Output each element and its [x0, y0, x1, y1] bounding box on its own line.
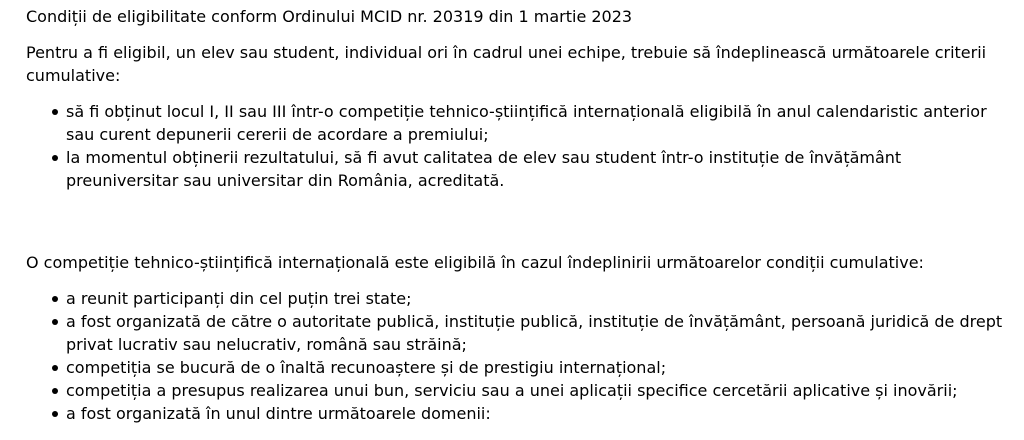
list-item: competiția se bucură de o înaltă recunoaștere și de prestigiu internațional; [52, 356, 1004, 379]
list-item: a fost organizată în unul dintre următoarele domenii: [52, 402, 1004, 425]
document-heading: Condiții de eligibilitate conform Ordinului MCID nr. 20319 din 1 martie 2023 [26, 7, 633, 26]
list-item: a reunit participanți din cel puțin trei state; [52, 287, 1004, 310]
list-item: la momentul obținerii rezultatului, să fi avut calitatea de elev sau student într-o instituție de învățământ preuniversitar sau universitar din România, acreditată. [52, 146, 1004, 192]
eligibility-criteria-list [26, 100, 1004, 192]
list-item: competiția a presupus realizarea unui bun, serviciu sau a unei aplicații specifice cercetării aplicative și inovării; [52, 379, 1004, 402]
eligibility-intro: Pentru a fi eligibil, un elev sau student, individual ori în cadrul unei echipe, trebuie să îndeplinească următoarele criterii cumulative: [26, 43, 987, 85]
competition-conditions-list [26, 287, 1004, 425]
list-item: a fost organizată de către o autoritate publică, instituție publică, instituție de învățământ, persoană juridică de drept privat lucrativ sau nelucrativ, română sau străină; [52, 310, 1004, 356]
list-item: să fi obținut locul I, II sau III într-o competiție tehnico-științifică internațională eligibilă în anul calendaristic anterior sau curent depunerii cererii de acordare a premiului; [52, 100, 1004, 146]
section-spacer [26, 192, 1004, 251]
competition-intro: O competiție tehnico-științifică internațională este eligibilă în cazul îndeplinirii următoarelor condiții cumulative: [26, 253, 924, 272]
